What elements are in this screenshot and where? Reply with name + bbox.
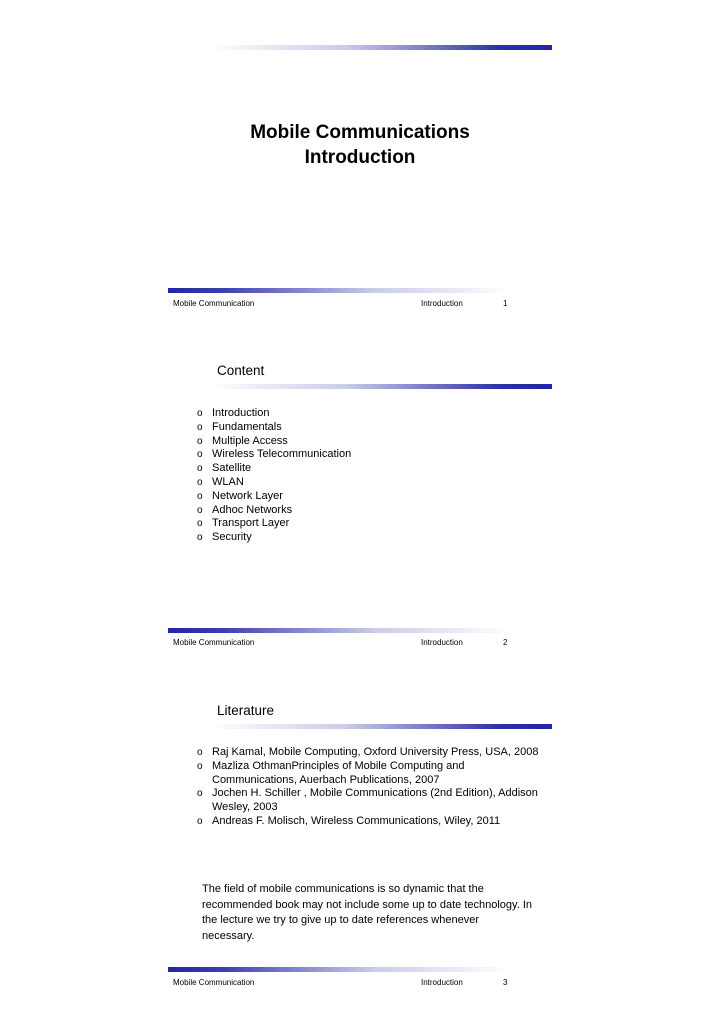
list-item-text: Multiple Access: [212, 434, 288, 447]
title-line-2: Introduction: [304, 147, 416, 168]
slide-heading: Content: [217, 363, 265, 378]
list-item: [197, 760, 542, 788]
list-item-text: Security: [212, 531, 252, 544]
footer-page-number: 2: [503, 638, 508, 647]
list-item-text: Adhoc Networks: [212, 503, 293, 516]
list-item-text: Mazliza OthmanPrinciples of Mobile Computing and Communications, Auerbach Publications, 2007: [212, 759, 465, 786]
footer-course: Mobile Communication: [173, 299, 255, 308]
bullet-circle-icon: o: [197, 504, 203, 516]
footer-section: Introduction: [421, 978, 463, 987]
bullet-circle-icon: o: [197, 747, 203, 758]
list-item-text: Andreas F. Molisch, Wireless Communications, Wiley, 2011: [212, 814, 501, 827]
bullet-circle-icon: o: [197, 532, 203, 544]
list-item-text: Wireless Telecommunication: [212, 448, 352, 461]
list-item-text: Introduction: [212, 407, 270, 419]
list-item-text: Network Layer: [212, 489, 283, 502]
list-item-text: WLAN: [212, 475, 244, 488]
bullet-circle-icon: o: [197, 518, 203, 530]
bullet-circle-icon: o: [197, 760, 203, 772]
footer-gradient-bar: [168, 967, 510, 972]
footer-section: Introduction: [421, 299, 463, 308]
list-item: [197, 815, 542, 829]
bullet-circle-icon: o: [197, 490, 203, 502]
footer-course: Mobile Communication: [173, 638, 255, 647]
list-item-text: Raj Kamal, Mobile Computing, Oxford University Press, USA, 2008: [212, 746, 539, 758]
footer-page-number: 3: [503, 978, 508, 987]
list-item-text: Transport Layer: [212, 517, 290, 530]
bullet-circle-icon: o: [197, 421, 203, 433]
bullet-circle-icon: o: [197, 788, 203, 800]
list-item-text: Jochen H. Schiller , Mobile Communications (2nd Edition), Addison Wesley, 2003: [212, 787, 538, 814]
slide-heading: Literature: [217, 703, 275, 718]
footer-page-number: 1: [503, 299, 508, 308]
bullet-circle-icon: o: [197, 815, 203, 827]
bullet-circle-icon: o: [197, 476, 203, 488]
list-item-text: Satellite: [212, 462, 252, 475]
footer-section: Introduction: [421, 638, 463, 647]
list-item: [197, 787, 542, 815]
header-gradient-bar: [210, 724, 552, 729]
list-item: [197, 746, 542, 760]
bullet-circle-icon: o: [197, 408, 203, 419]
bullet-circle-icon: o: [197, 435, 203, 447]
literature-list: [197, 746, 542, 829]
footer-course: Mobile Communication: [173, 978, 255, 987]
list-item-text: Fundamentals: [212, 420, 282, 433]
bullet-circle-icon: o: [197, 463, 203, 475]
title-line-1: Mobile Communications: [250, 122, 470, 143]
literature-note: The field of mobile communications is so dynamic that the recommended book may not include some up to date technology. In the lecture we try to give up to date references whenever necessary.: [202, 883, 532, 942]
bullet-circle-icon: o: [197, 449, 203, 461]
